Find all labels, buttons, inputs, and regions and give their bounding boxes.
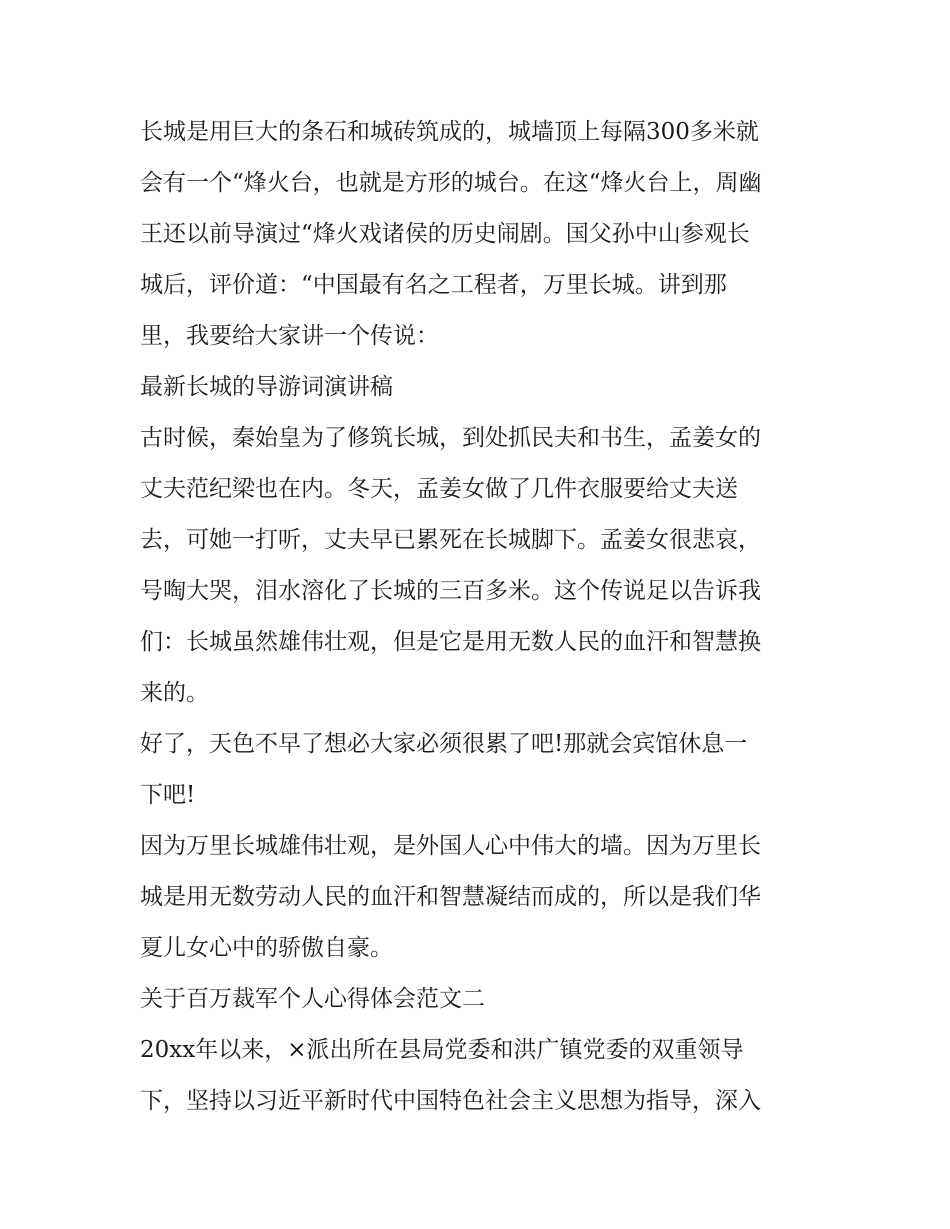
section-heading: 最新长城的导游词演讲稿 (140, 374, 393, 400)
text-line: 下吧! (140, 782, 196, 808)
text-line: 好了，天色不早了想必大家必须很累了吧!那就会宾馆休息一 (140, 731, 748, 757)
paragraph-legend (140, 413, 820, 719)
text-line: 长城是用巨大的条石和城砖筑成的，城墙顶上每隔300多米就 (140, 119, 759, 145)
section-heading: 关于百万裁军个人心得体会范文二 (140, 986, 485, 1012)
heading-essay-two (140, 974, 820, 1025)
document-body (140, 107, 820, 1127)
text-line: 里，我要给大家讲一个传说： (140, 323, 439, 349)
text-line: 们：长城虽然雄伟壮观，但是它是用无数人民的血汗和智慧换 (140, 629, 761, 655)
paragraph-closing (140, 719, 820, 821)
text-line: 20xx年以来，×派出所在县局党委和洪广镇党委的双重领导 (140, 1037, 744, 1063)
text-line: 古时候，秦始皇为了修筑长城，到处抓民夫和书生，孟姜女的 (140, 425, 761, 451)
text-line: 丈夫范纪梁也在内。冬天，孟姜女做了几件衣服要给丈夫送 (140, 476, 738, 502)
paragraph-pride (140, 821, 820, 974)
paragraph-police-station (140, 1025, 820, 1127)
paragraph-great-wall-structure (140, 107, 820, 362)
text-line: 因为万里长城雄伟壮观，是外国人心中伟大的墙。因为万里长 (140, 833, 761, 859)
text-line: 会有一个“烽火台，也就是方形的城台。在这“烽火台上，周幽 (140, 170, 762, 196)
text-line: 来的。 (140, 680, 209, 706)
text-line: 城后，评价道：“中国最有名之工程者，万里长城。讲到那 (140, 272, 727, 298)
text-line: 夏儿女心中的骄傲自豪。 (140, 935, 393, 961)
text-line: 王还以前导演过“烽火戏诸侯的历史闹剧。国父孙中山参观长 (140, 221, 750, 247)
heading-latest-speech (140, 362, 820, 413)
text-line: 城是用无数劳动人民的血汗和智慧凝结而成的，所以是我们华 (140, 884, 761, 910)
text-line: 下，坚持以习近平新时代中国特色社会主义思想为指导，深入 (140, 1088, 761, 1114)
text-line: 去，可她一打听，丈夫早已累死在长城脚下。孟姜女很悲哀， (140, 527, 761, 553)
text-line: 号啕大哭，泪水溶化了长城的三百多米。这个传说足以告诉我 (140, 578, 761, 604)
